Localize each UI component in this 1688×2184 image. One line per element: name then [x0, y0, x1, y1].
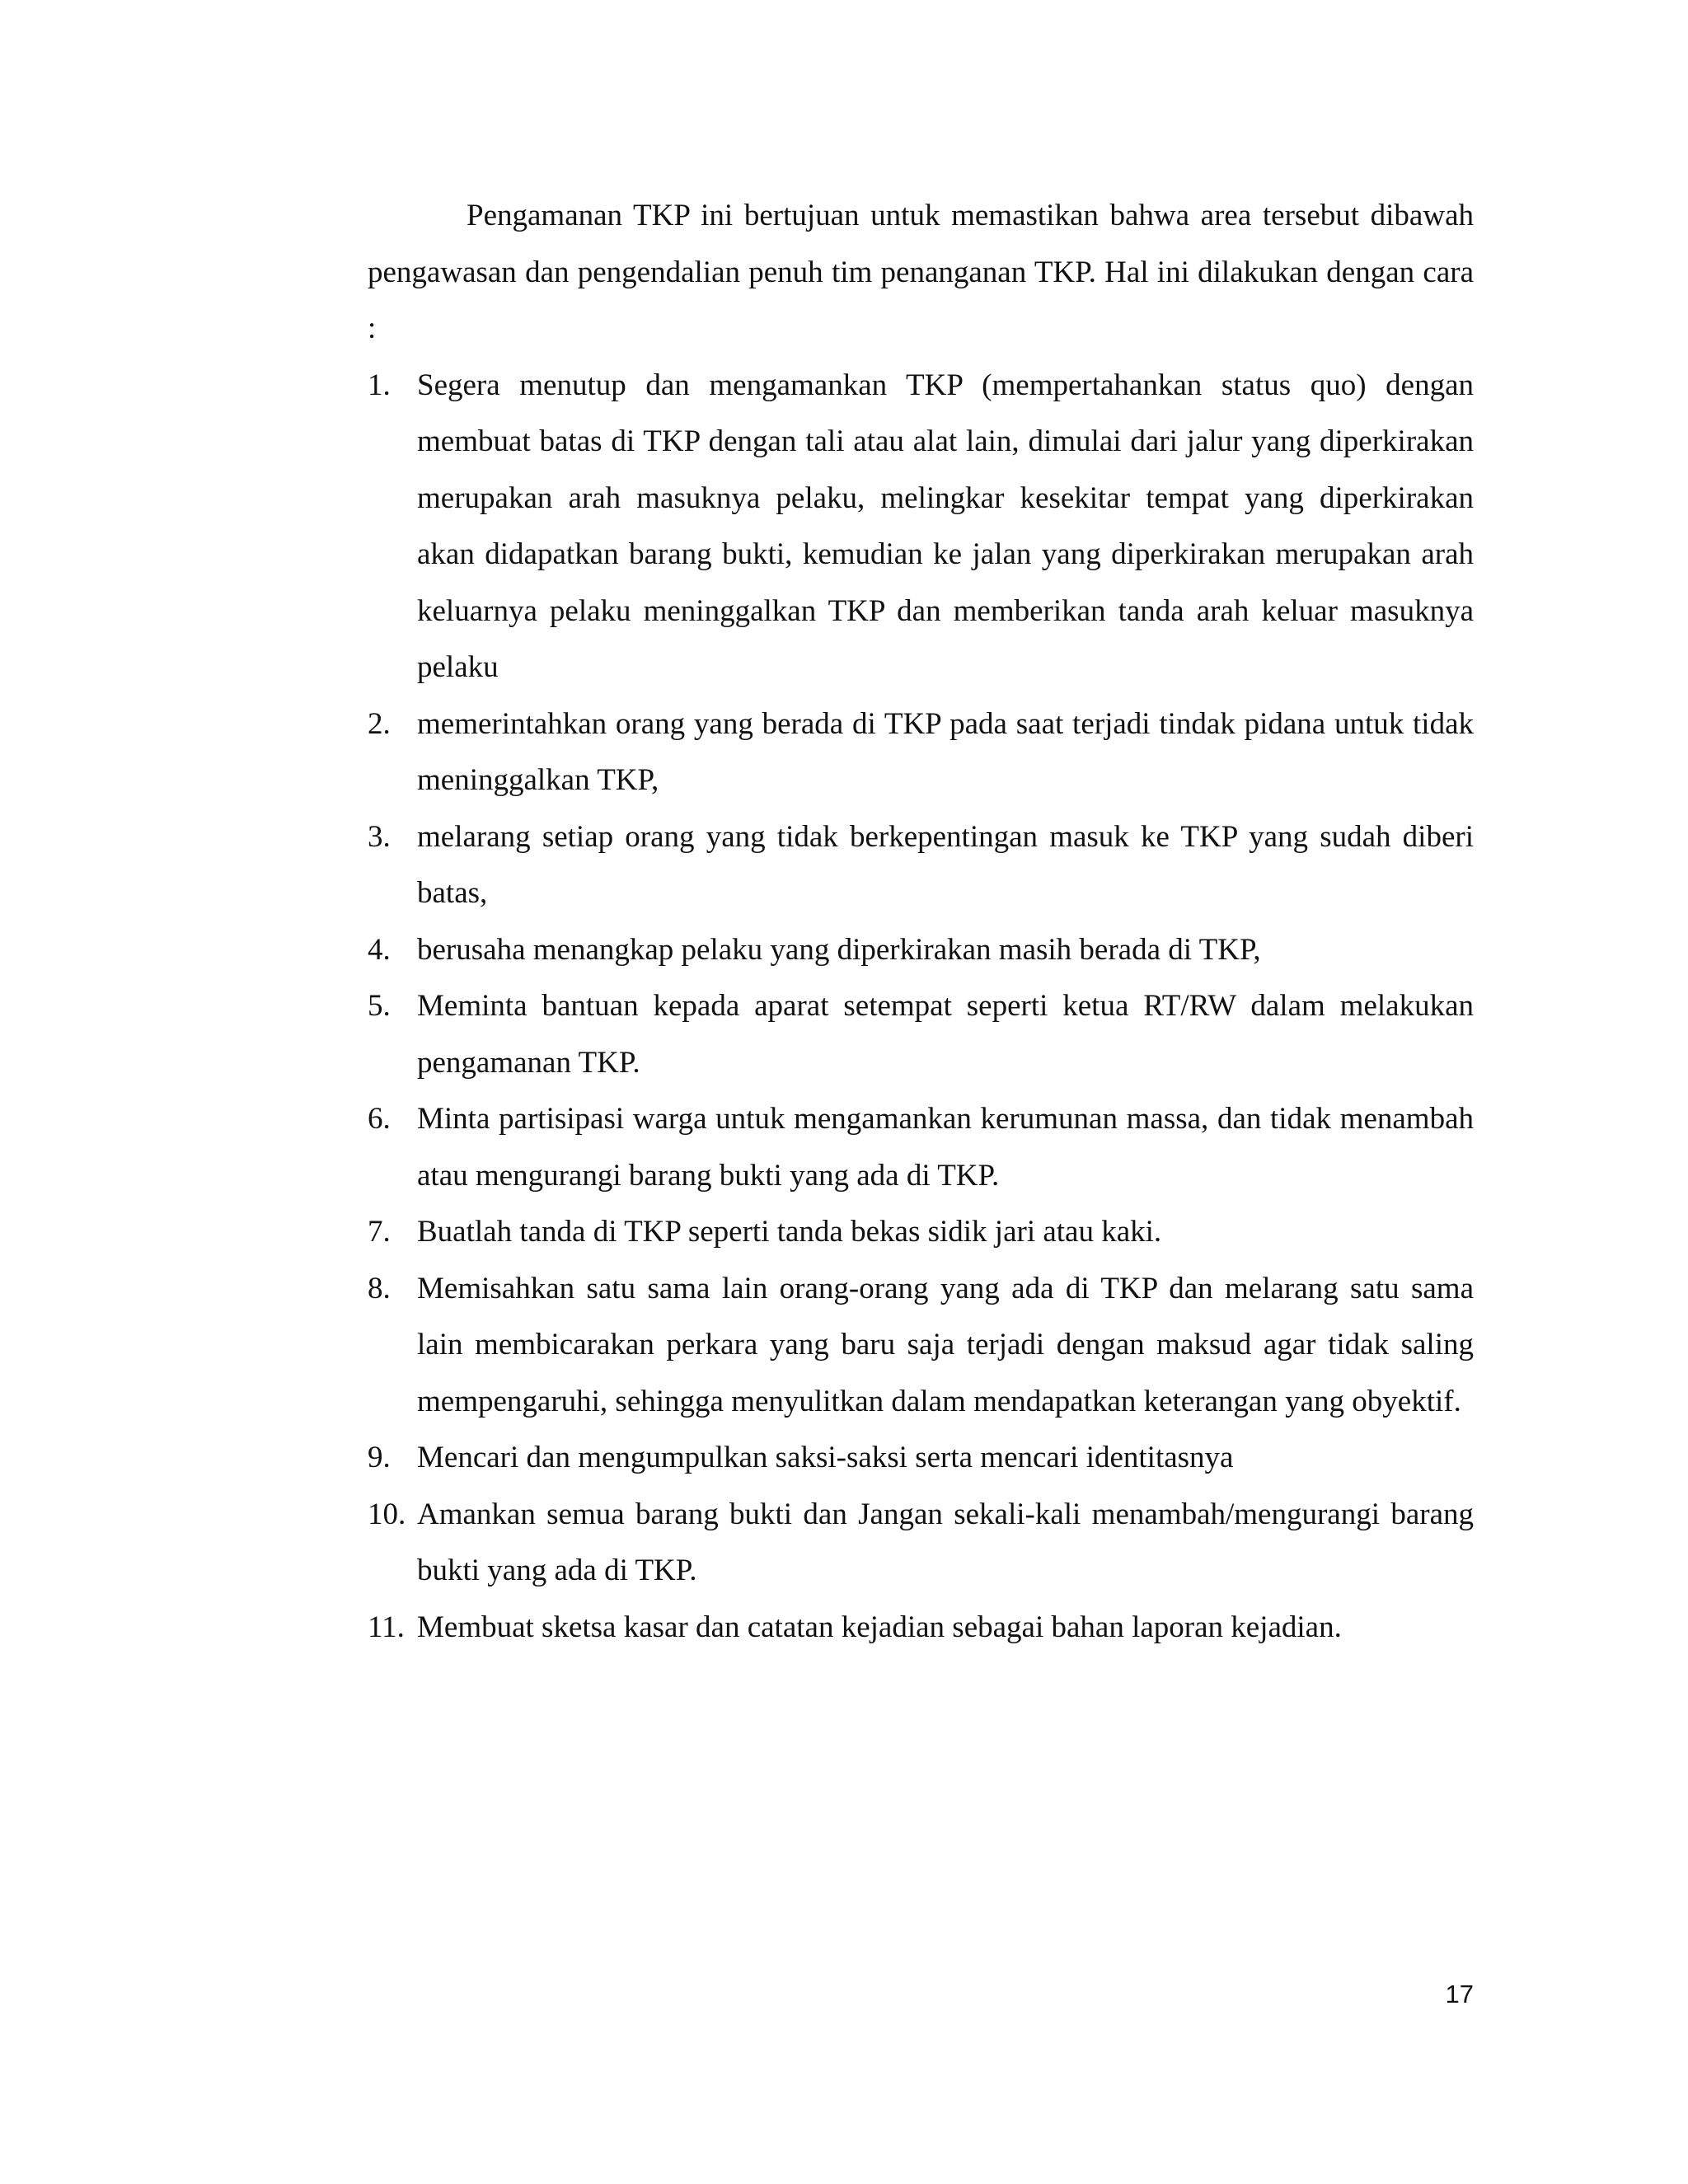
list-item [368, 1600, 1474, 1657]
list-item-text: memerintahkan orang yang berada di TKP pada saat terjadi tindak pidana untuk tidak meninggalkan TKP, [417, 706, 1474, 797]
list-item-text: Memisahkan satu sama lain orang-orang yang ada di TKP dan melarang satu sama lain membicarakan perkara yang baru saja terjadi dengan maksud agar tidak saling mempengaruhi, sehingga menyulitkan dalam mendapatkan keterangan yang obyektif. [417, 1271, 1474, 1418]
list-item-number: 6. [368, 1102, 391, 1136]
intro-paragraph: Pengamanan TKP ini bertujuan untuk memastikan bahwa area tersebut dibawah pengawasan dan pengendalian penuh tim penanganan TKP. Hal ini dilakukan dengan cara : [368, 199, 1474, 345]
list-item-text: Mencari dan mengumpulkan saksi-saksi serta mencari identitasnya [417, 1441, 1234, 1474]
list-item-text: Buatlah tanda di TKP seperti tanda bekas sidik jari atau kaki. [417, 1215, 1162, 1249]
list-item [368, 1091, 1474, 1204]
list-item-text: Minta partisipasi warga untuk mengamankan kerumunan massa, dan tidak menambah atau mengurangi barang bukti yang ada di TKP. [417, 1102, 1474, 1193]
list-item-text: Membuat sketsa kasar dan catatan kejadian sebagai bahan laporan kejadian. [417, 1610, 1342, 1644]
list-item [368, 922, 1474, 979]
list-item-number: 4. [368, 932, 391, 967]
list-item [368, 978, 1474, 1091]
list-item-text: Meminta bantuan kepada aparat setempat seperti ketua RT/RW dalam melakukan pengamanan TKP. [417, 989, 1474, 1080]
list-item [368, 1430, 1474, 1487]
list-item-text: berusaha menangkap pelaku yang diperkirakan masih berada di TKP, [417, 932, 1261, 967]
list-item-number: 7. [368, 1215, 391, 1249]
list-item-number: 10. [368, 1497, 406, 1531]
list-item [368, 809, 1474, 922]
numbered-list [368, 358, 1474, 1657]
list-item-text: Segera menutup dan mengamankan TKP (mempertahankan status quo) dengan membuat batas di TKP dengan tali atau alat lain, dimulai dari jalur yang diperkirakan merupakan arah masuknya pelaku, melingkar kesekitar tempat yang diperkirakan akan didapatkan barang bukti, kemudian ke jalan yang diperkirakan merupakan arah keluarnya pelaku meninggalkan TKP dan memberikan tanda arah keluar masuknya pelaku [417, 368, 1474, 684]
list-item-number: 8. [368, 1271, 391, 1305]
list-item-text: melarang setiap orang yang tidak berkepentingan masuk ke TKP yang sudah diberi batas, [417, 819, 1474, 910]
list-item [368, 1487, 1474, 1600]
list-item [368, 1204, 1474, 1261]
list-item [368, 1261, 1474, 1431]
list-item-number: 5. [368, 989, 391, 1023]
list-item-number: 11. [368, 1610, 405, 1644]
list-item-text: Amankan semua barang bukti dan Jangan sekali-kali menambah/mengurangi barang bukti yang ada di TKP. [417, 1497, 1474, 1587]
list-item-number: 1. [368, 368, 391, 402]
list-item-number: 9. [368, 1441, 391, 1474]
list-item-number: 3. [368, 819, 391, 854]
page-content [368, 188, 1474, 1656]
page-number: 17 [1445, 1980, 1474, 2008]
list-item [368, 358, 1474, 696]
list-item-number: 2. [368, 706, 391, 741]
list-item [368, 696, 1474, 809]
